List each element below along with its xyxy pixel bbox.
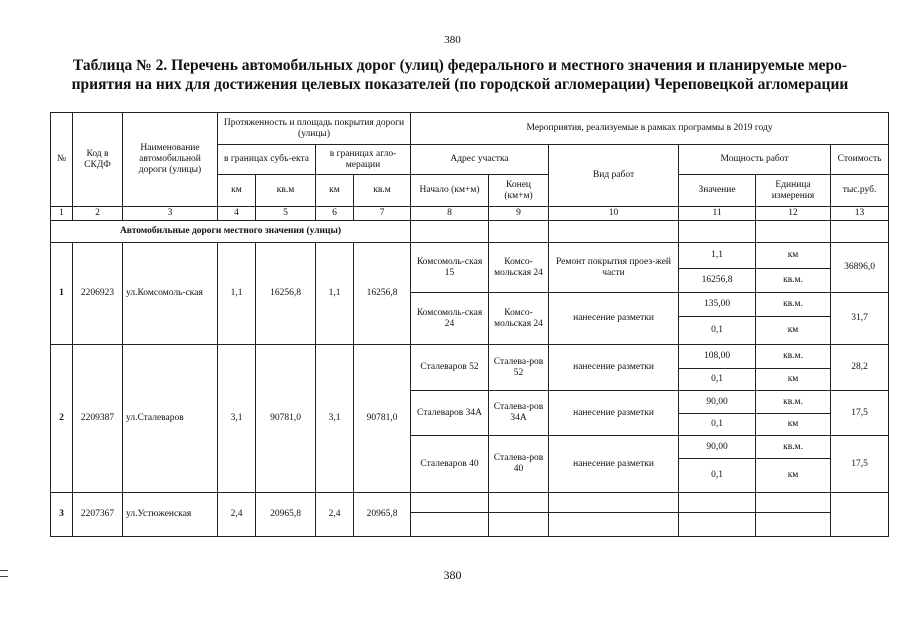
measure-unit: кв.м.: [756, 269, 831, 293]
header-value: Значение: [679, 175, 756, 207]
col-number: 4: [218, 207, 256, 221]
header-cost-unit: тыс.руб.: [831, 175, 889, 207]
measure-value: 0,1: [679, 317, 756, 345]
road-num: 3: [51, 493, 73, 537]
header-work-type: Вид работ: [549, 145, 679, 207]
measure-cost: 28,2: [831, 345, 889, 391]
measure-value: 90,00: [679, 391, 756, 414]
road-sqm-aggl: 20965,8: [354, 493, 411, 537]
road-km-subject: 1,1: [218, 243, 256, 345]
measure-work: нанесение разметки: [549, 345, 679, 391]
column-numbers-row: [51, 207, 889, 221]
header-agglomeration: в границах агло-мерации: [316, 145, 411, 175]
measure-end: Сталева-ров 52: [489, 345, 549, 391]
measure-unit: кв.м.: [756, 345, 831, 369]
measure-work: нанесение разметки: [549, 436, 679, 493]
col-number: 11: [679, 207, 756, 221]
header-name: Наименование автомобильной дороги (улицы): [123, 113, 218, 207]
page-number-top: 380: [444, 34, 461, 46]
measure-start: Сталеваров 52: [411, 345, 489, 391]
table-row: [51, 345, 889, 369]
road-km-subject: 3,1: [218, 345, 256, 493]
empty-cell: [489, 221, 549, 243]
road-km-aggl: 3,1: [316, 345, 354, 493]
col-number: 1: [51, 207, 73, 221]
measure-end: Сталева-ров 40: [489, 436, 549, 493]
road-name: ул.Устюженская: [123, 493, 218, 537]
col-number: 5: [256, 207, 316, 221]
road-name: ул.Сталеваров: [123, 345, 218, 493]
header-start: Начало (км+м): [411, 175, 489, 207]
header-row: [51, 113, 889, 145]
section-title: Автомобильные дороги местного значения (улицы): [51, 221, 411, 243]
col-number: 2: [73, 207, 123, 221]
measure-unit: кв.м.: [756, 391, 831, 414]
measure-unit: км: [756, 243, 831, 269]
measure-value: 108,00: [679, 345, 756, 369]
empty-cell: [756, 513, 831, 537]
table-row: [51, 243, 889, 269]
header-end: Конец (км+м): [489, 175, 549, 207]
measure-value: 0,1: [679, 414, 756, 436]
header-capacity: Мощность работ: [679, 145, 831, 175]
measure-cost: 31,7: [831, 293, 889, 345]
empty-cell: [549, 493, 679, 513]
header-sqm: кв.м: [354, 175, 411, 207]
measure-work: нанесение разметки: [549, 293, 679, 345]
measure-work: Ремонт покрытия проез-жей части: [549, 243, 679, 293]
header-subject: в границах субъ-екта: [218, 145, 316, 175]
measure-unit: км: [756, 414, 831, 436]
title-line-1: Таблица № 2. Перечень автомобильных дорог (улиц) федерального и местного значения и планируемые меро-: [72, 57, 848, 74]
col-number: 9: [489, 207, 549, 221]
header-unit: Единица измерения: [756, 175, 831, 207]
empty-cell: [756, 493, 831, 513]
road-num: 2: [51, 345, 73, 493]
section-row: [51, 221, 889, 243]
measure-unit: кв.м.: [756, 293, 831, 317]
road-sqm-subject: 16256,8: [256, 243, 316, 345]
measure-value: 16256,8: [679, 269, 756, 293]
empty-cell: [679, 493, 756, 513]
empty-cell: [831, 221, 889, 243]
road-name: ул.Комсомоль-ская: [123, 243, 218, 345]
road-sqm-subject: 90781,0: [256, 345, 316, 493]
road-km-aggl: 1,1: [316, 243, 354, 345]
empty-cell: [679, 513, 756, 537]
header-sqm: кв.м: [256, 175, 316, 207]
measure-value: 90,00: [679, 436, 756, 459]
measure-value: 0,1: [679, 369, 756, 391]
empty-cell: [411, 221, 489, 243]
empty-cell: [756, 221, 831, 243]
empty-cell: [411, 513, 489, 537]
road-num: 1: [51, 243, 73, 345]
measure-cost: 17,5: [831, 391, 889, 436]
col-number: 10: [549, 207, 679, 221]
measure-end: Комсо-мольская 24: [489, 293, 549, 345]
measure-unit: кв.м.: [756, 436, 831, 459]
empty-cell: [489, 513, 549, 537]
road-sqm-subject: 20965,8: [256, 493, 316, 537]
header-length-area: Протяженность и площадь покрытия дороги (улицы): [218, 113, 411, 145]
empty-cell: [549, 513, 679, 537]
measure-cost: 36896,0: [831, 243, 889, 293]
measure-value: 135,00: [679, 293, 756, 317]
col-number: 7: [354, 207, 411, 221]
title-line-2: приятия на них для достижения целевых показателей (по городской агломерации) Череповецкой агломерации: [71, 76, 849, 93]
measure-start: Комсомоль-ская 24: [411, 293, 489, 345]
road-code: 2206923: [73, 243, 123, 345]
col-number: 12: [756, 207, 831, 221]
measure-unit: км: [756, 459, 831, 493]
road-sqm-aggl: 16256,8: [354, 243, 411, 345]
measure-cost: 17,5: [831, 436, 889, 493]
measure-value: 1,1: [679, 243, 756, 269]
road-code: 2209387: [73, 345, 123, 493]
measure-value: 0,1: [679, 459, 756, 493]
measure-end: Сталева-ров 34А: [489, 391, 549, 436]
measure-work: нанесение разметки: [549, 391, 679, 436]
measure-start: Сталеваров 40: [411, 436, 489, 493]
measure-start: Комсомоль-ская 15: [411, 243, 489, 293]
header-num: №: [51, 113, 73, 207]
col-number: 6: [316, 207, 354, 221]
road-km-subject: 2,4: [218, 493, 256, 537]
col-number: 13: [831, 207, 889, 221]
header-cost: Стоимость: [831, 145, 889, 175]
table-title: [60, 56, 860, 94]
empty-cell: [489, 493, 549, 513]
empty-cell: [831, 493, 889, 537]
col-number: 8: [411, 207, 489, 221]
header-km: км: [218, 175, 256, 207]
measure-unit: км: [756, 317, 831, 345]
measure-start: Сталеваров 34А: [411, 391, 489, 436]
header-km: км: [316, 175, 354, 207]
roads-table: [50, 112, 889, 537]
measure-end: Комсо-мольская 24: [489, 243, 549, 293]
empty-cell: [679, 221, 756, 243]
header-address: Адрес участка: [411, 145, 549, 175]
header-measures: Мероприятия, реализуемые в рамках программы в 2019 году: [411, 113, 889, 145]
empty-cell: [549, 221, 679, 243]
page-number-bottom: 380: [443, 568, 462, 582]
measure-unit: км: [756, 369, 831, 391]
col-number: 3: [123, 207, 218, 221]
road-code: 2207367: [73, 493, 123, 537]
road-sqm-aggl: 90781,0: [354, 345, 411, 493]
road-km-aggl: 2,4: [316, 493, 354, 537]
table-row: [51, 493, 889, 513]
empty-cell: [411, 493, 489, 513]
header-code: Код в СКДФ: [73, 113, 123, 207]
